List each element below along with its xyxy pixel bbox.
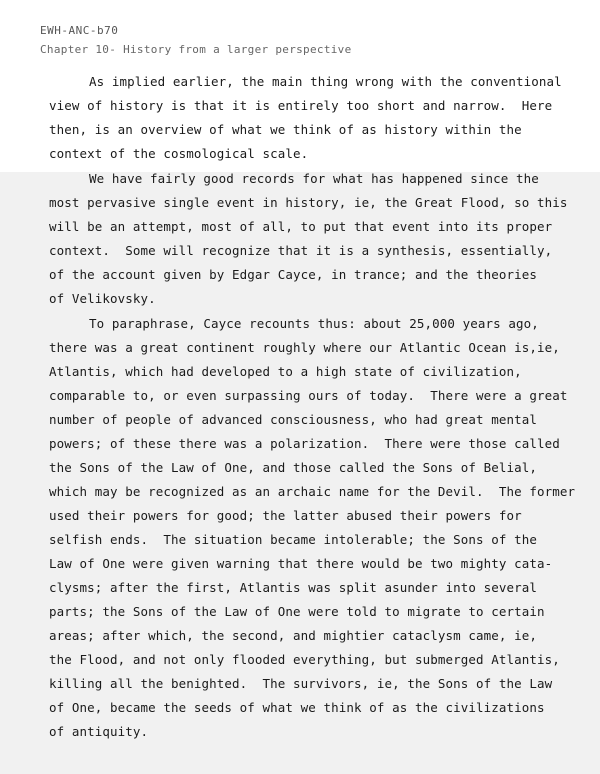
text-line: of One, became the seeds of what we think of as the civilizations — [49, 700, 545, 715]
text-line: context. Some will recognize that it is a synthesis, essentially, — [49, 243, 553, 258]
text-line: killing all the benighted. The survivors, ie, the Sons of the Law — [49, 676, 553, 691]
text-line: view of history is that it is entirely too short and narrow. Here — [49, 98, 553, 113]
text-line: of antiquity. — [49, 724, 149, 739]
text-line: of the account given by Edgar Cayce, in trance; and the theories — [49, 267, 538, 282]
text-line: then, is an overview of what we think of as history within the — [49, 122, 522, 137]
text-line: there was a great continent roughly where our Atlantic Ocean is,ie, — [49, 340, 560, 355]
text-line: powers; of these there was a polarization. There were those called — [49, 436, 560, 451]
text-line: the Sons of the Law of One, and those called the Sons of Belial, — [49, 460, 538, 475]
text-line: Law of One were given warning that there would be two mighty cata- — [49, 556, 553, 571]
text-line: parts; the Sons of the Law of One were told to migrate to certain — [49, 604, 545, 619]
text-line: most pervasive single event in history, ie, the Great Flood, so this — [49, 195, 568, 210]
text-line: To paraphrase, Cayce recounts thus: about 25,000 years ago, — [89, 316, 539, 331]
text-line: of Velikovsky. — [49, 291, 156, 306]
text-line: used their powers for good; the latter abused their powers for — [49, 508, 522, 523]
text-line: the Flood, and not only flooded everything, but submerged Atlantis, — [49, 652, 560, 667]
text-line: number of people of advanced consciousness, who had great mental — [49, 412, 538, 427]
text-line: selfish ends. The situation became intolerable; the Sons of the — [49, 532, 538, 547]
text-line: will be an attempt, most of all, to put that event into its proper — [49, 219, 553, 234]
text-line: areas; after which, the second, and mightier cataclysm came, ie, — [49, 628, 538, 643]
text-line: context of the cosmological scale. — [49, 146, 309, 161]
text-line: Atlantis, which had developed to a high state of civilization, — [49, 364, 522, 379]
text-line: As implied earlier, the main thing wrong with the conventional — [89, 74, 562, 89]
text-line: which may be recognized as an archaic name for the Devil. The former — [49, 484, 576, 499]
document-id: EWH-ANC-b70 — [40, 24, 119, 37]
text-line: We have fairly good records for what has happened since the — [89, 171, 539, 186]
text-line: clysms; after the first, Atlantis was split asunder into several — [49, 580, 538, 595]
text-line: comparable to, or even surpassing ours of today. There were a great — [49, 388, 568, 403]
chapter-title: Chapter 10- History from a larger perspective — [40, 43, 352, 56]
